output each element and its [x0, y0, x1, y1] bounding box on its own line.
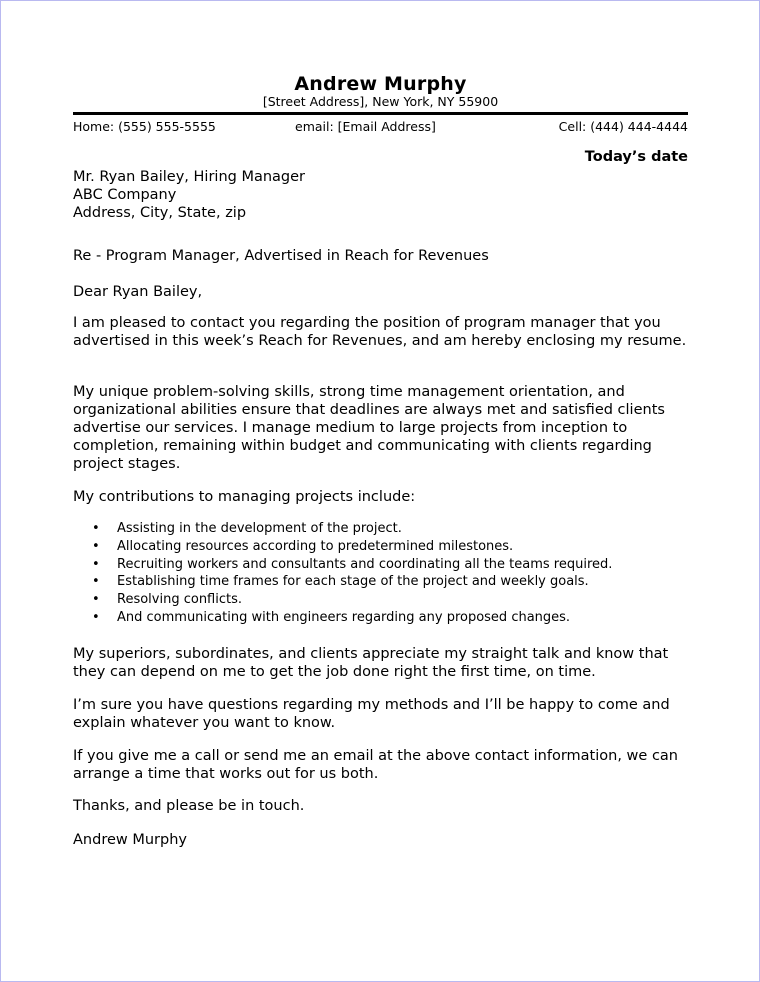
list-item: • Assisting in the development of the project.	[92, 521, 402, 536]
header-divider	[73, 112, 688, 115]
letter-date: Today’s date	[584, 149, 688, 165]
email-address: email: [Email Address]	[295, 119, 436, 134]
recipient-company: ABC Company	[73, 187, 177, 203]
list-item: • Recruiting workers and consultants and coordinating all the teams required.	[92, 556, 613, 572]
subject-line: Re - Program Manager, Advertised in Reach for Revenues	[73, 248, 489, 264]
signature: Andrew Murphy	[73, 832, 187, 848]
paragraph-reputation: My superiors, subordinates, and clients appreciate my straight talk and know that they can depend on me to get the job done right the first time, on time.	[73, 646, 669, 680]
cell-phone: Cell: (444) 444-4444	[558, 119, 688, 134]
list-item: • And communicating with engineers regarding any proposed changes.	[92, 609, 571, 625]
sender-address: [Street Address], New York, NY 55900	[262, 94, 499, 109]
salutation: Dear Ryan Bailey,	[73, 284, 203, 300]
paragraph-contact: If you give me a call or send me an email at the above contact information, we can arrange a time that works out for us both.	[73, 748, 678, 782]
bullet-icon: •	[92, 538, 100, 554]
bullet-icon: •	[92, 574, 100, 590]
paragraph-skills: My unique problem-solving skills, strong time management orientation, and organizational abilities ensure that deadlines are always met and satisfied clients advertise our services. I manage medium to large projects from inception to completion, remaining within budget and communicating with clients regarding project stages.	[73, 384, 665, 472]
recipient-block	[73, 168, 305, 222]
bullet-icon: •	[92, 609, 100, 625]
bullet-icon: •	[92, 592, 100, 608]
closing-line: Thanks, and please be in touch.	[73, 798, 305, 814]
paragraph-questions: I’m sure you have questions regarding my methods and I’ll be happy to come and explain whatever you want to know.	[73, 697, 670, 731]
bullet-icon: •	[92, 556, 100, 572]
list-item: • Establishing time frames for each stage of the project and weekly goals.	[92, 574, 589, 590]
home-phone: Home: (555) 555-5555	[73, 119, 216, 134]
paragraph-contributions-intro: My contributions to managing projects include:	[73, 489, 416, 505]
bullet-icon: •	[92, 521, 100, 536]
contributions-list	[73, 520, 612, 627]
recipient-address: Address, City, State, zip	[73, 205, 247, 221]
sender-name: Andrew Murphy	[294, 73, 467, 95]
list-item: • Allocating resources according to predetermined milestones.	[92, 538, 514, 554]
recipient-name: Mr. Ryan Bailey, Hiring Manager	[73, 169, 305, 185]
list-item: • Resolving conflicts.	[92, 592, 243, 608]
paragraph-intro: I am pleased to contact you regarding the position of program manager that you advertised in this week’s Reach for Revenues, and am hereby enclosing my resume.	[73, 315, 687, 349]
